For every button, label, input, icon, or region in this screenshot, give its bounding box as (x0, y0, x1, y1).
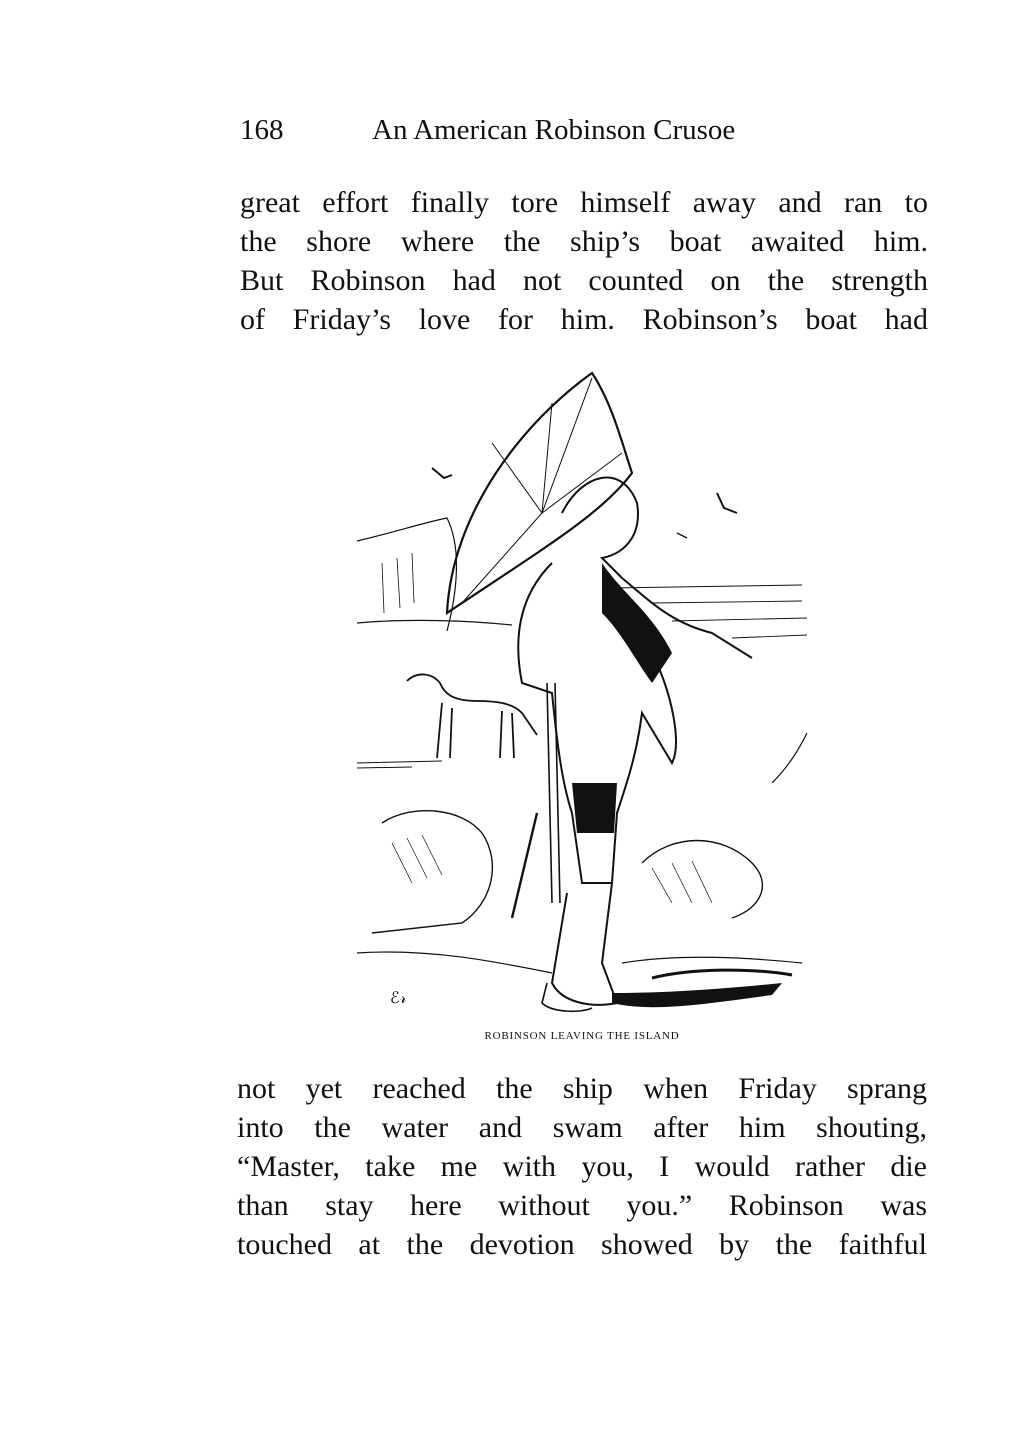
paragraph-top (240, 183, 928, 339)
text-line: than stay here without you.” Robinson was (237, 1189, 927, 1222)
text-line: great effort finally tore himself away and ran to (240, 186, 928, 219)
text-line: the shore where the ship’s boat awaited him. (240, 225, 928, 258)
text-line: touched at the devotion showed by the faithful (237, 1228, 927, 1261)
text-line: But Robinson had not counted on the strength (240, 264, 928, 297)
text-line: not yet reached the ship when Friday sprang (237, 1072, 927, 1105)
page-number: 168 (240, 114, 284, 146)
running-header (240, 112, 820, 148)
illustration (352, 363, 812, 1023)
engraving-robinson (352, 363, 812, 1023)
text-line: “Master, take me with you, I would rather die (237, 1150, 927, 1183)
paragraph-bottom (237, 1069, 927, 1264)
text-line: of Friday’s love for him. Robinson’s boat had (240, 303, 928, 336)
artist-signature: ℰ𝓇 (390, 988, 407, 1007)
figure-caption: ROBINSON LEAVING THE ISLAND (484, 1030, 680, 1042)
text-line: into the water and swam after him shouting, (237, 1111, 927, 1144)
running-title: An American Robinson Crusoe (372, 114, 736, 146)
